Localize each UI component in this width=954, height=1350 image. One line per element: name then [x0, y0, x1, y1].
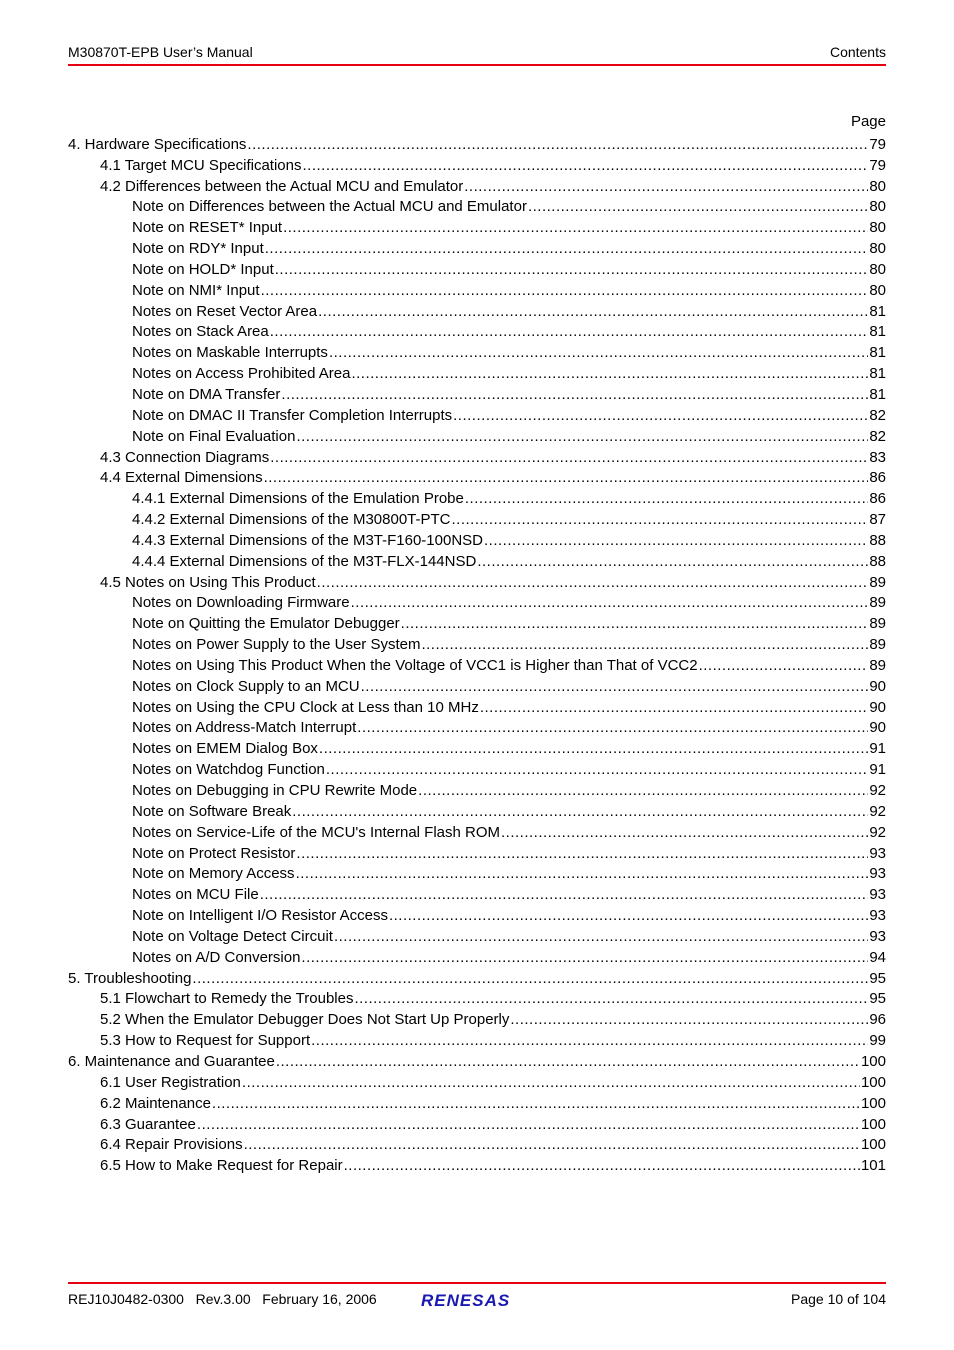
toc-entry-title: Notes on Stack Area [132, 323, 269, 341]
toc-entry[interactable] [68, 405, 886, 426]
toc-entry-page: 100 [860, 1115, 886, 1133]
page-number: Page 10 of 104 [791, 1291, 886, 1307]
toc-entry-title: Note on HOLD* Input [132, 260, 274, 278]
toc-entry-title: Notes on Reset Vector Area [132, 302, 318, 320]
toc-entry[interactable] [68, 926, 886, 947]
footer-rule [68, 1282, 886, 1284]
toc-leader-dots [261, 281, 869, 301]
page-header [68, 44, 886, 64]
toc-entry[interactable] [68, 1114, 886, 1135]
toc-entry[interactable] [68, 551, 886, 572]
toc-entry-page: 95 [869, 969, 886, 987]
toc-leader-dots [283, 218, 868, 238]
table-of-contents [68, 134, 886, 1176]
toc-entry-title: Notes on Clock Supply to an MCU [132, 677, 360, 695]
toc-entry[interactable] [68, 155, 886, 176]
toc-entry-page: 94 [869, 948, 886, 966]
toc-leader-dots [329, 343, 868, 363]
toc-entry-page: 82 [869, 427, 886, 445]
toc-entry-title: Notes on Maskable Interrupts [132, 344, 328, 362]
toc-entry-title: 6.4 Repair Provisions [100, 1136, 243, 1154]
toc-entry-page: 93 [869, 907, 886, 925]
toc-entry[interactable] [68, 822, 886, 843]
toc-entry-page: 89 [869, 615, 886, 633]
toc-entry-page: 99 [869, 1032, 886, 1050]
toc-entry[interactable] [68, 509, 886, 530]
toc-leader-dots [344, 1156, 860, 1176]
toc-entry-title: 6.3 Guarantee [100, 1115, 196, 1133]
toc-leader-dots [244, 1135, 860, 1155]
toc-entry-title: Notes on A/D Conversion [132, 948, 301, 966]
toc-entry-title: 4.4 External Dimensions [100, 469, 263, 487]
toc-entry[interactable] [68, 676, 886, 697]
toc-entry-title: 4.2 Differences between the Actual MCU and Emulator [100, 177, 464, 195]
toc-entry-title: 4.4.2 External Dimensions of the M30800T-PTC [132, 511, 451, 529]
toc-entry-title: Note on Final Evaluation [132, 427, 296, 445]
toc-entry-page: 86 [869, 490, 886, 508]
toc-entry-title: 6.1 User Registration [100, 1073, 241, 1091]
toc-entry-title: 4.4.1 External Dimensions of the Emulation Probe [132, 490, 464, 508]
toc-entry[interactable] [68, 780, 886, 801]
toc-entry-page: 95 [869, 990, 886, 1008]
toc-entry[interactable] [68, 217, 886, 238]
toc-entry[interactable] [68, 968, 886, 989]
toc-entry-page: 90 [869, 677, 886, 695]
toc-leader-dots [477, 552, 868, 572]
toc-entry-title: 4.4.3 External Dimensions of the M3T-F160-100NSD [132, 531, 483, 549]
toc-entry-title: Notes on Using This Product When the Voltage of VCC1 is Higher than That of VCC2 [132, 656, 698, 674]
toc-leader-dots [418, 781, 868, 801]
toc-leader-dots [334, 927, 868, 947]
toc-entry-page: 100 [860, 1094, 886, 1112]
toc-entry-title: 4.3 Connection Diagrams [100, 448, 270, 466]
toc-leader-dots [292, 802, 868, 822]
toc-entry-title: Note on Quitting the Emulator Debugger [132, 615, 400, 633]
toc-entry[interactable] [68, 572, 886, 593]
toc-entry[interactable] [68, 530, 886, 551]
toc-entry-page: 100 [860, 1052, 886, 1070]
toc-leader-dots [301, 948, 868, 968]
toc-entry-page: 89 [869, 594, 886, 612]
toc-entry-page: 93 [869, 886, 886, 904]
toc-entry-title: Note on Protect Resistor [132, 844, 296, 862]
toc-entry[interactable] [68, 322, 886, 343]
toc-leader-dots [480, 698, 868, 718]
toc-entry[interactable] [68, 738, 886, 759]
toc-entry-page: 91 [869, 761, 886, 779]
toc-leader-dots [281, 385, 868, 405]
toc-entry-page: 80 [869, 198, 886, 216]
toc-leader-dots [265, 239, 869, 259]
toc-entry-title: Note on Voltage Detect Circuit [132, 927, 333, 945]
toc-entry-page: 82 [869, 406, 886, 424]
toc-entry-title: Notes on Address-Match Interrupt [132, 719, 357, 737]
toc-entry-page: 93 [869, 927, 886, 945]
toc-entry[interactable] [68, 488, 886, 509]
toc-leader-dots [484, 531, 868, 551]
toc-entry-page: 89 [869, 573, 886, 591]
toc-entry[interactable] [68, 176, 886, 197]
toc-leader-dots [401, 614, 869, 634]
toc-entry[interactable] [68, 238, 886, 259]
toc-leader-dots [453, 406, 868, 426]
toc-entry-page: 81 [869, 344, 886, 362]
toc-leader-dots [351, 593, 869, 613]
toc-entry[interactable] [68, 1072, 886, 1093]
toc-entry-title: 5.2 When the Emulator Debugger Does Not Start Up Properly [100, 1011, 510, 1029]
toc-entry[interactable] [68, 468, 886, 489]
toc-entry-page: 80 [869, 281, 886, 299]
toc-entry-title: 5. Troubleshooting [68, 969, 192, 987]
toc-entry-page: 92 [869, 802, 886, 820]
toc-entry-page: 86 [869, 469, 886, 487]
toc-entry-title: Notes on Watchdog Function [132, 761, 325, 779]
toc-entry[interactable] [68, 884, 886, 905]
toc-leader-dots [319, 739, 868, 759]
renesas-logo-mark [421, 1290, 533, 1310]
header-rule [68, 64, 886, 66]
toc-leader-dots [212, 1094, 860, 1114]
toc-entry-page: 81 [869, 323, 886, 341]
toc-entry-page: 87 [869, 511, 886, 529]
toc-leader-dots [452, 510, 869, 530]
toc-leader-dots [302, 156, 868, 176]
toc-leader-dots [317, 573, 869, 593]
toc-leader-dots [270, 448, 868, 468]
toc-entry-page: 93 [869, 844, 886, 862]
toc-entry-title: Notes on Access Prohibited Area [132, 365, 351, 383]
toc-leader-dots [296, 864, 869, 884]
toc-leader-dots [197, 1115, 860, 1135]
toc-entry-page: 90 [869, 698, 886, 716]
toc-entry[interactable] [68, 759, 886, 780]
toc-leader-dots [192, 969, 868, 989]
toc-entry-page: 81 [869, 365, 886, 383]
toc-entry[interactable] [68, 1009, 886, 1030]
toc-leader-dots [351, 364, 868, 384]
section-name: Contents [829, 44, 886, 60]
toc-entry[interactable] [68, 718, 886, 739]
toc-entry[interactable] [68, 593, 886, 614]
toc-entry[interactable] [68, 1155, 886, 1176]
toc-entry[interactable] [68, 864, 886, 885]
toc-entry-title: Note on Memory Access [132, 865, 295, 883]
toc-entry-title: 6.2 Maintenance [100, 1094, 211, 1112]
toc-entry-title: Note on RESET* Input [132, 219, 283, 237]
page-column-label: Page [850, 113, 886, 130]
toc-entry-page: 92 [869, 823, 886, 841]
toc-entry-page: 80 [869, 177, 886, 195]
toc-entry-title: Notes on EMEM Dialog Box [132, 740, 318, 758]
toc-entry-page: 88 [869, 552, 886, 570]
toc-leader-dots [242, 1073, 860, 1093]
toc-leader-dots [357, 718, 868, 738]
toc-leader-dots [247, 135, 868, 155]
toc-entry-page: 81 [869, 385, 886, 403]
toc-leader-dots [465, 489, 868, 509]
toc-entry-title: Notes on Using the CPU Clock at Less than 10 MHz [132, 698, 479, 716]
toc-entry[interactable] [68, 1093, 886, 1114]
toc-entry[interactable] [68, 801, 886, 822]
toc-entry-title: 4.5 Notes on Using This Product [100, 573, 316, 591]
toc-leader-dots [264, 468, 869, 488]
toc-entry[interactable] [68, 197, 886, 218]
toc-leader-dots [326, 760, 868, 780]
toc-entry-title: 6. Maintenance and Guarantee [68, 1052, 275, 1070]
toc-entry-page: 83 [869, 448, 886, 466]
toc-entry-title: Note on Software Break [132, 802, 292, 820]
toc-entry[interactable] [68, 1135, 886, 1156]
toc-entry-title: Notes on Debugging in CPU Rewrite Mode [132, 782, 418, 799]
toc-entry-title: 5.1 Flowchart to Remedy the Troubles [100, 990, 354, 1008]
toc-entry-page: 96 [869, 1011, 886, 1029]
toc-entry[interactable] [68, 947, 886, 968]
toc-entry-title: Note on DMA Transfer [132, 385, 281, 403]
toc-entry-title: 4. Hardware Specifications [68, 135, 247, 153]
toc-entry[interactable] [68, 342, 886, 363]
toc-entry[interactable] [68, 134, 886, 155]
toc-entry-title: Notes on Power Supply to the User System [132, 636, 421, 654]
toc-leader-dots [311, 1031, 868, 1051]
toc-entry-page: 81 [869, 302, 886, 320]
toc-entry-page: 89 [869, 636, 886, 654]
toc-entry-page: 100 [860, 1136, 886, 1154]
toc-entry-title: Note on Differences between the Actual MCU and Emulator [132, 198, 527, 216]
toc-entry-title: Notes on Service-Life of the MCU's Internal Flash ROM [132, 823, 500, 841]
toc-entry[interactable] [68, 301, 886, 322]
toc-entry-title: Notes on Downloading Firmware [132, 594, 350, 612]
toc-leader-dots [510, 1010, 868, 1030]
toc-entry[interactable] [68, 905, 886, 926]
toc-entry-page: 100 [860, 1073, 886, 1091]
toc-entry-title: 4.4.4 External Dimensions of the M3T-FLX-144NSD [132, 552, 477, 570]
toc-entry-page: 79 [869, 156, 886, 174]
toc-entry-page: 90 [869, 719, 886, 737]
logo-wordmark: RENESAS [421, 1291, 511, 1310]
toc-entry-page: 80 [869, 240, 886, 258]
toc-leader-dots [501, 823, 868, 843]
toc-entry[interactable] [68, 1051, 886, 1072]
toc-leader-dots [389, 906, 868, 926]
toc-leader-dots [270, 322, 869, 342]
toc-entry-title: Note on RDY* Input [132, 240, 264, 258]
toc-entry-page: 91 [869, 740, 886, 758]
toc-entry-title: Note on Intelligent I/O Resistor Access [132, 907, 388, 925]
toc-entry[interactable] [68, 259, 886, 280]
toc-entry[interactable] [68, 1030, 886, 1051]
toc-leader-dots [260, 885, 869, 905]
toc-entry[interactable] [68, 697, 886, 718]
toc-entry[interactable] [68, 447, 886, 468]
toc-entry[interactable] [68, 363, 886, 384]
toc-leader-dots [318, 302, 868, 322]
toc-entry[interactable] [68, 613, 886, 634]
toc-leader-dots [296, 844, 868, 864]
manual-title: M30870T-EPB User’s Manual [68, 44, 253, 60]
document-info: REJ10J0482-0300 Rev.3.00 February 16, 2006 [68, 1291, 377, 1307]
toc-leader-dots [354, 989, 868, 1009]
toc-entry[interactable] [68, 843, 886, 864]
renesas-logo [421, 1290, 533, 1313]
toc-leader-dots [276, 1052, 860, 1072]
toc-entry[interactable] [68, 426, 886, 447]
page-footer [68, 1290, 886, 1312]
toc-entry-page: 80 [869, 219, 886, 237]
toc-entry-title: 6.5 How to Make Request for Repair [100, 1157, 343, 1175]
toc-leader-dots [464, 177, 868, 197]
toc-leader-dots [421, 635, 868, 655]
toc-entry-page: 93 [869, 865, 886, 883]
toc-leader-dots [699, 656, 869, 676]
toc-leader-dots [528, 197, 868, 217]
toc-entry-title: Note on DMAC II Transfer Completion Interrupts [132, 406, 453, 424]
toc-leader-dots [296, 427, 868, 447]
toc-entry-title: Note on NMI* Input [132, 281, 260, 299]
toc-entry[interactable] [68, 280, 886, 301]
toc-entry-page: 89 [869, 656, 886, 674]
toc-entry[interactable] [68, 655, 886, 676]
toc-entry-page: 92 [869, 782, 886, 799]
toc-entry[interactable] [68, 634, 886, 655]
toc-entry-title: 4.1 Target MCU Specifications [100, 156, 302, 174]
toc-entry-page: 101 [860, 1157, 886, 1175]
toc-leader-dots [275, 260, 869, 280]
toc-entry-page: 80 [869, 260, 886, 278]
toc-entry[interactable] [68, 384, 886, 405]
toc-entry-title: 5.3 How to Request for Support [100, 1032, 311, 1050]
toc-leader-dots [361, 677, 869, 697]
toc-entry-title: Notes on MCU File [132, 886, 259, 904]
toc-entry-page: 88 [869, 531, 886, 549]
toc-entry[interactable] [68, 989, 886, 1010]
toc-entry-page: 79 [869, 135, 886, 153]
